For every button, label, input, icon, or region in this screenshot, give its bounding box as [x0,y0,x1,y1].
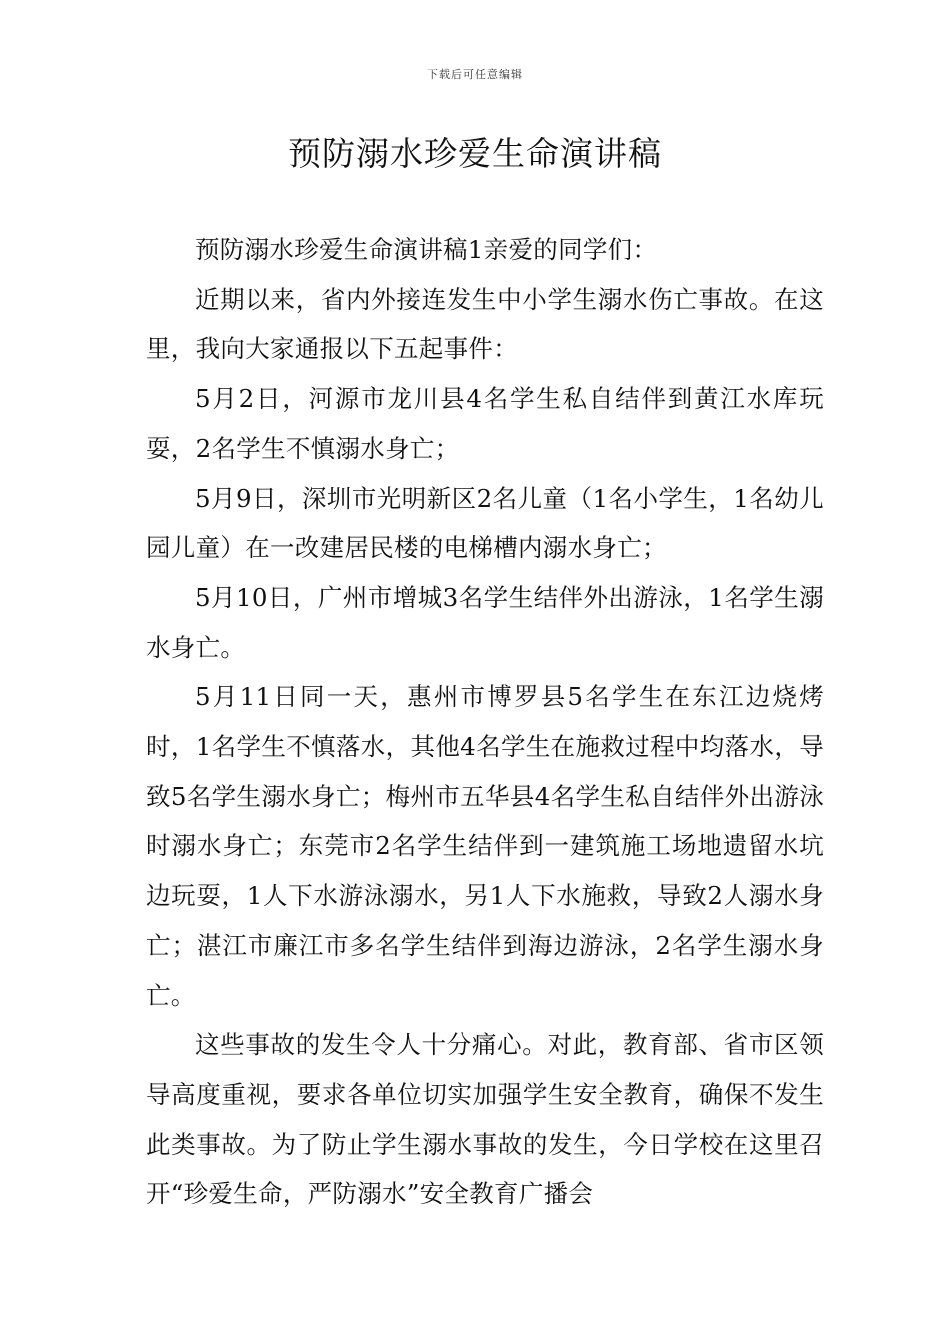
paragraph: 预防溺水珍爱生命演讲稿1亲爱的同学们： [195,235,658,264]
paragraph: 这些事故的发生令人十分痛心。对此，教育部、省市区领导高度重视，要求各单位切实加强学生安全教育，确保不发生此类事故。为了防止学生溺水事故的发生，今日学校在这里召开“珍爱生命，严防溺水”安全教育广播会 [146,1030,824,1209]
document-body [146,225,824,1219]
paragraph: 5月2日，河源市龙川县4名学生私自结伴到黄江水库玩耍，2名学生不慎溺水身亡； [146,384,824,463]
paragraph: 5月9日，深圳市光明新区2名儿童（1名小学生，1名幼儿园儿童）在一改建居民楼的电梯槽内溺水身亡； [146,483,824,563]
header-note: 下载后可任意编辑 [427,68,523,81]
paragraph: 5月10日，广州市增城3名学生结伴外出游泳，1名学生溺水身亡。 [146,582,824,662]
paragraph: 近期以来，省内外接连发生中小学生溺水伤亡事故。在这里，我向大家通报以下五起事件： [146,284,824,364]
paragraph: 5月11日同一天，惠州市博罗县5名学生在东江边烧烤时，1名学生不慎落水，其他4名学生在施救过程中均落水，导致5名学生溺水身亡；梅州市五华县4名学生私自结伴外出游泳时溺水身亡；东莞市2名学生结伴到一建筑施工场地遗留水坑边玩耍，1人下水游泳溺水，另1人下水施救，导致2人溺水身亡；湛江市廉江市多名学生结伴到海边游泳，2名学生溺水身亡。 [146,682,824,1010]
document-title: 预防溺水珍爱生命演讲稿 [288,134,662,173]
